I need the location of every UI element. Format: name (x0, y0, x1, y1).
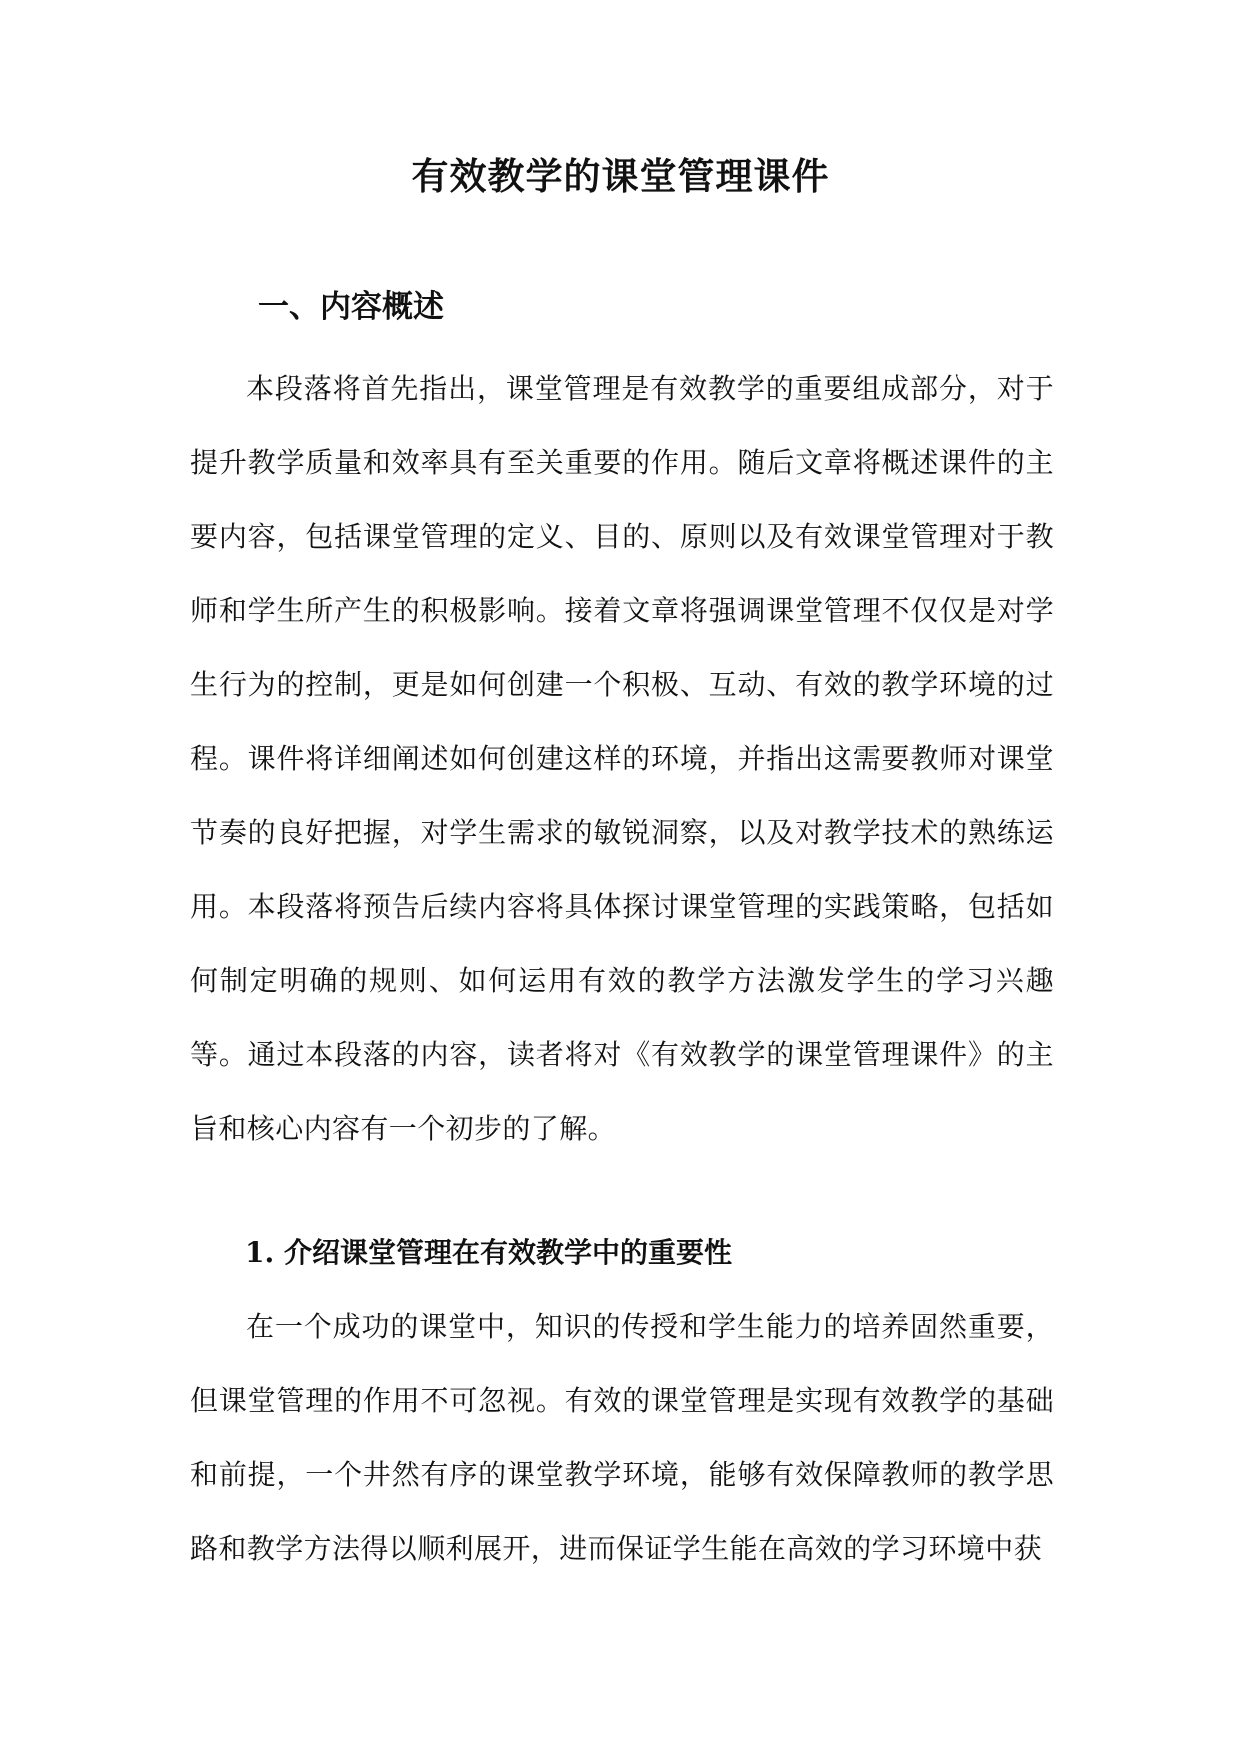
document-title: 有效教学的课堂管理课件 (411, 154, 830, 198)
section-heading-overview: 一、内容概述 (258, 289, 444, 325)
section-heading-importance: 1. 介绍课堂管理在有效教学中的重要性 (245, 1236, 732, 1269)
paragraph-importance: 在一个成功的课堂中，知识的传授和学生能力的培养固然重要，但课堂管理的作用不可忽视。有效的课堂管理是实现有效教学的基础和前提，一个井然有序的课堂教学环境，能够有效保障教师的教学思路和教学方法得以顺利展开，进而保证学生能在高效的学习环境中获 (190, 1310, 1054, 1565)
paragraph-overview: 本段落将首先指出，课堂管理是有效教学的重要组成部分，对于提升教学质量和效率具有至关重要的作用。随后文章将概述课件的主要内容，包括课堂管理的定义、目的、原则以及有效课堂管理对于教师和学生所产生的积极影响。接着文章将强调课堂管理不仅仅是对学生行为的控制，更是如何创建一个积极、互动、有效的教学环境的过程。课件将详细阐述如何创建这样的环境，并指出这需要教师对课堂节奏的良好把握，对学生需求的敏锐洞察，以及对教学技术的熟练运用。本段落将预告后续内容将具体探讨课堂管理的实践策略，包括如何制定明确的规则、如何运用有效的教学方法激发学生的学习兴趣等。通过本段落的内容，读者将对《有效教学的课堂管理课件》的主旨和核心内容有一个初步的了解。 (190, 372, 1054, 1145)
